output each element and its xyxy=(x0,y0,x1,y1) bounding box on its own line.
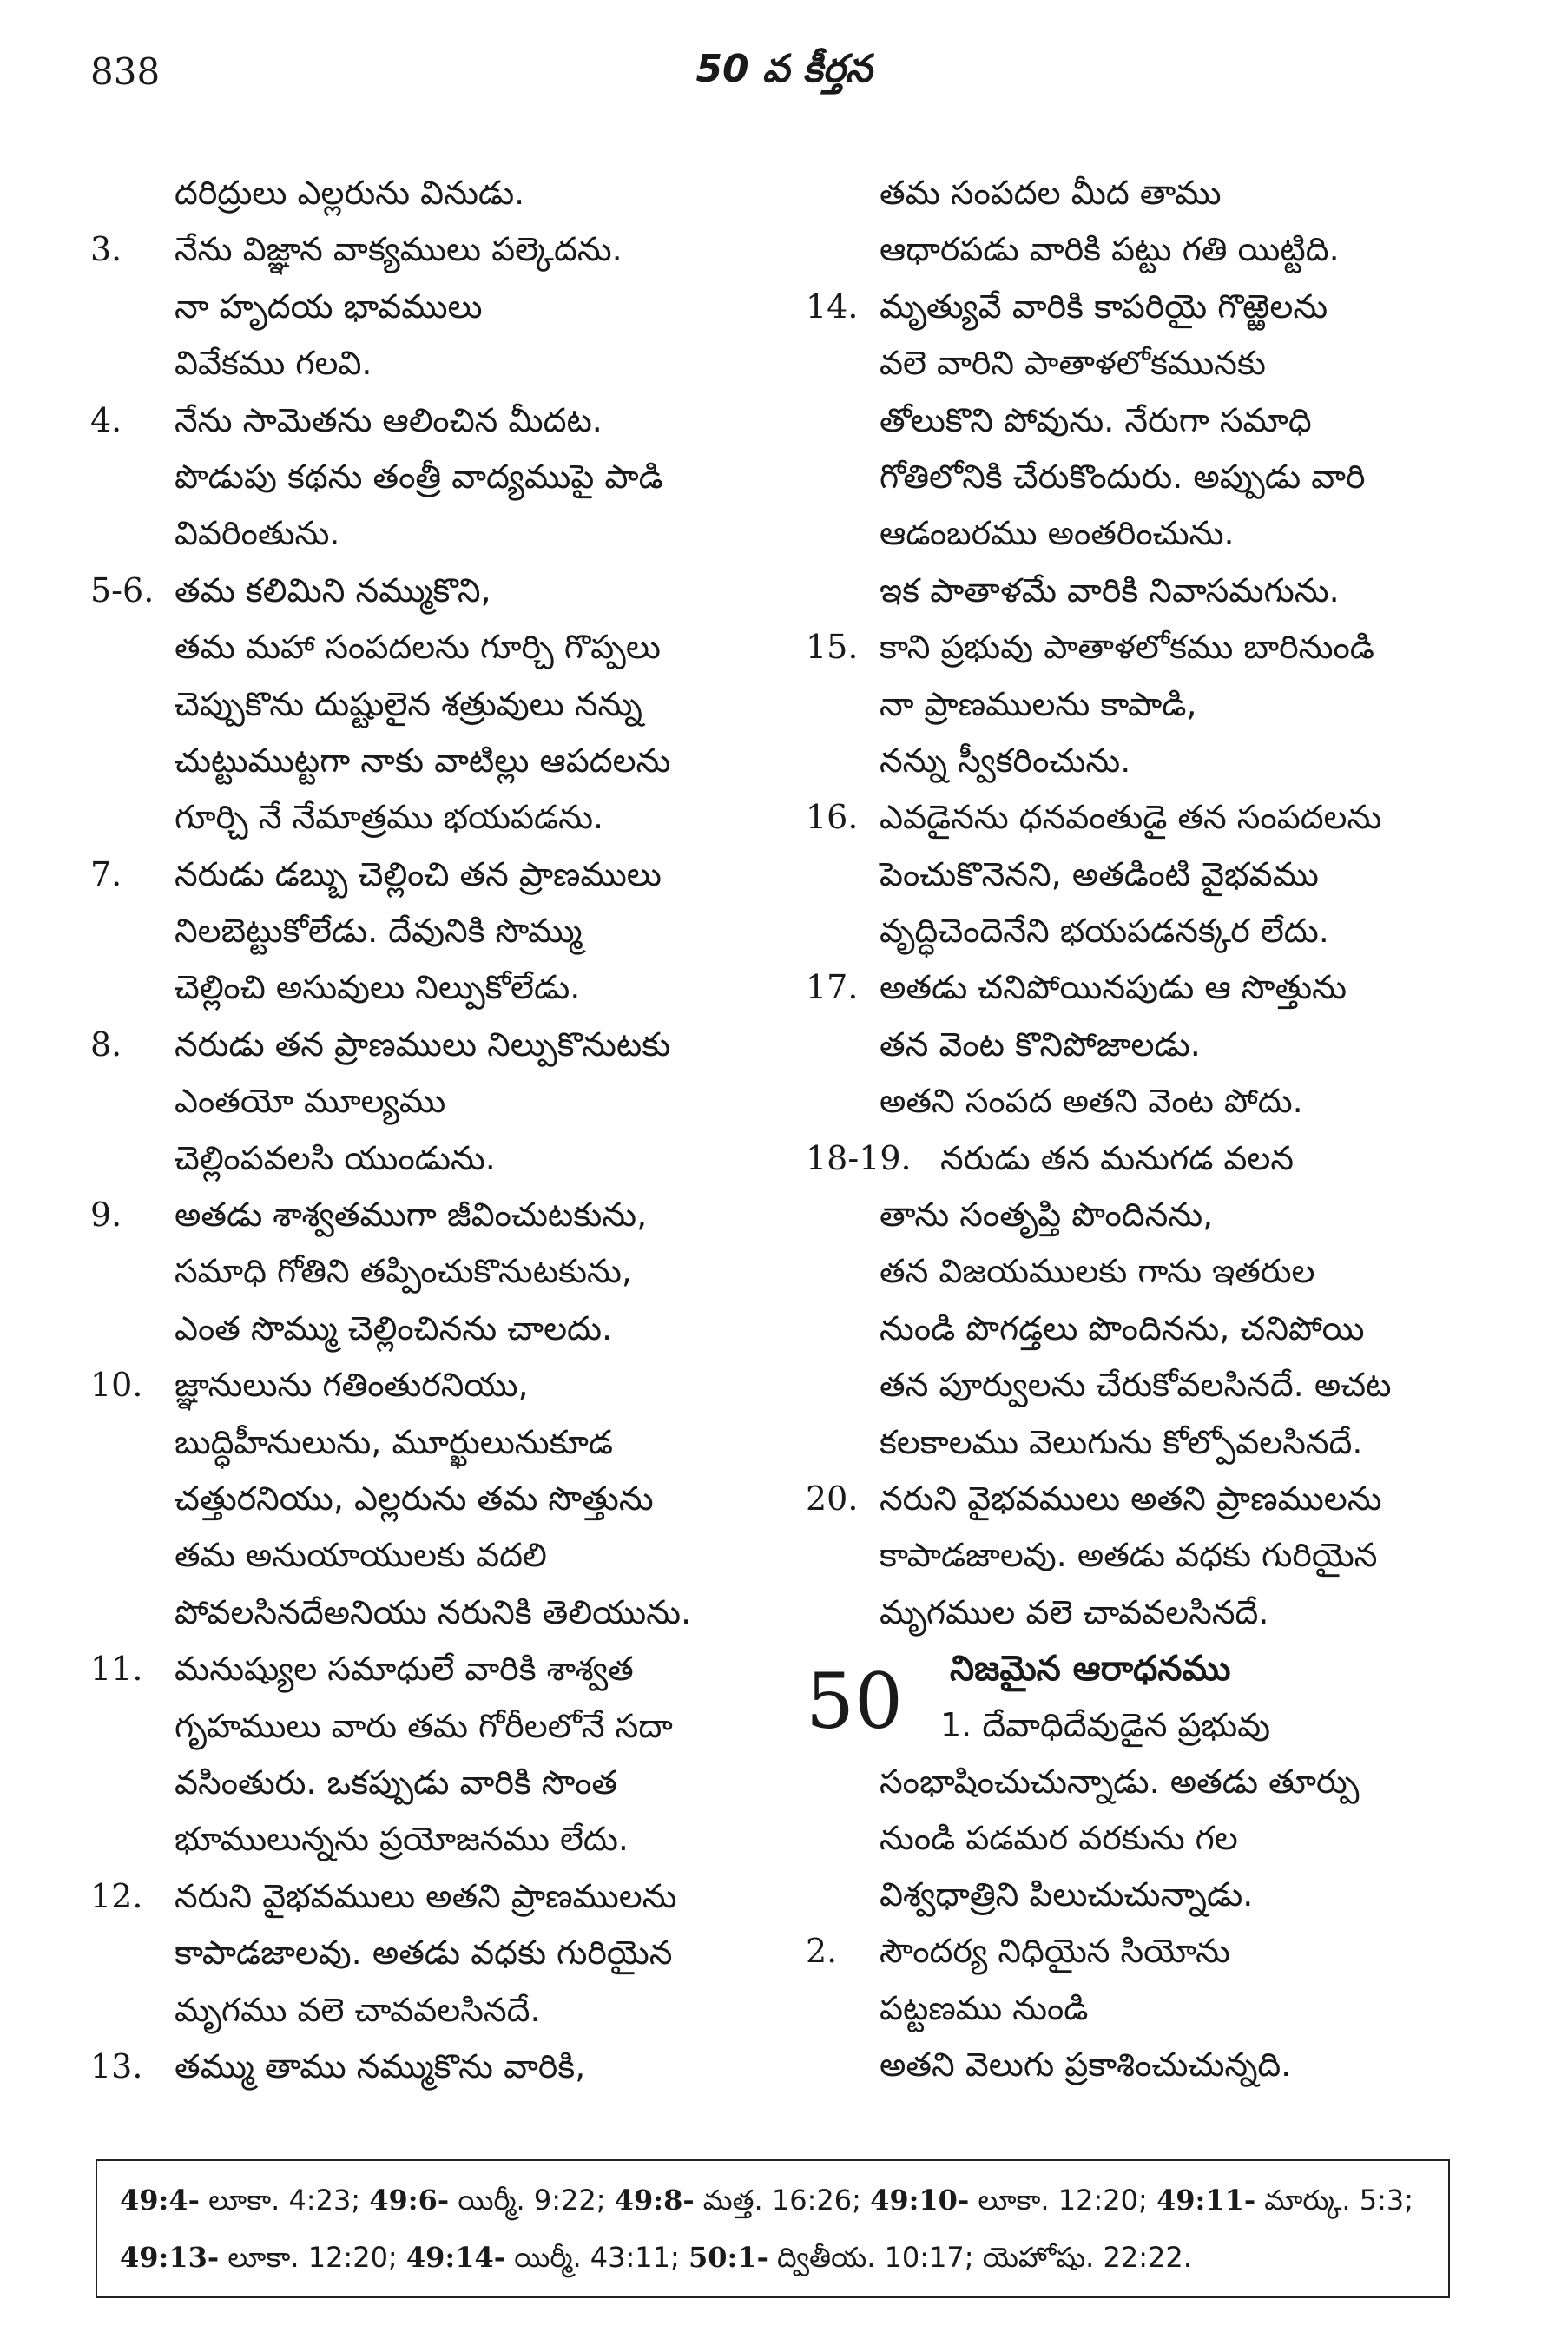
verse-line xyxy=(90,449,759,505)
verse-text: తన వెంట కొనిపోజాలడు. xyxy=(880,1024,1201,1064)
verse-line xyxy=(90,1414,759,1471)
verse-line xyxy=(90,221,759,278)
verse-line xyxy=(90,165,759,221)
verse-line xyxy=(806,619,1466,675)
verse-text: ఆడంబరము అంతరించును. xyxy=(880,514,1235,553)
verse-text: కాపాడజాలవు. అతడు వధకు గురియైన xyxy=(175,1934,673,1973)
verse-line xyxy=(806,335,1466,392)
verse-line xyxy=(90,1527,759,1584)
verse-line xyxy=(90,279,759,335)
verse-text: మృగముల వలె చావవలసినదే. xyxy=(880,1592,1269,1631)
verse-line xyxy=(806,789,1466,846)
verse-text: పట్టణము నుండి xyxy=(880,1988,1089,2027)
verse-text: నిలబెట్టుకోలేడు. దేవునికి సొమ్ము xyxy=(175,912,583,951)
left-column xyxy=(90,165,759,2095)
footnote-text: యిర్మీ. 9:22; xyxy=(449,2184,615,2217)
verse-text: నరుడు తన ప్రాణములు నిల్పుకొనుటకు xyxy=(175,1024,671,1064)
footnote-text: మత్త. 16:26; xyxy=(694,2184,871,2217)
verse-text: తన పూర్వులను చేరుకోవలసినదే. అచట xyxy=(880,1366,1392,1405)
verse-line: సంభాషించుచున్నాడు. అతడు తూర్పు xyxy=(880,1762,1360,1802)
verse-text: ఎవడైనను ధనవంతుడై తన సంపదలను xyxy=(880,798,1382,837)
psalm-50-verses xyxy=(806,1923,1466,2093)
verse-line xyxy=(806,165,1466,221)
verse-text: ఆధారపడు వారికి పట్టు గతి యిట్టిది. xyxy=(880,230,1340,269)
verse-line xyxy=(806,392,1466,449)
verse-text: నా ప్రాణములను కాపాడి, xyxy=(880,684,1197,723)
verse-number: 13. xyxy=(90,2046,143,2085)
verse-line xyxy=(90,1868,759,1925)
verse-line xyxy=(806,1584,1466,1641)
verse-text: తాను సంతృప్తి పొందినను, xyxy=(880,1196,1214,1235)
verse-text: గృహములు వారు తమ గోరీలలోనే సదా xyxy=(175,1706,673,1745)
verse-line xyxy=(90,1698,759,1755)
verse-text: తన విజయములకు గాను ఇతరుల xyxy=(880,1252,1315,1291)
verse-line xyxy=(806,1187,1466,1243)
footnote-text: ద్వితీయ. 10:17; యెహోషు. 22:22. xyxy=(768,2241,1192,2274)
verse-number: 20. xyxy=(806,1479,859,1518)
verse-line xyxy=(806,1357,1466,1413)
verse-text: చుట్టుముట్టగా నాకు వాటిల్లు ఆపదలను xyxy=(175,741,671,780)
verse-line xyxy=(806,279,1466,335)
verse-text: తమ్ము తాము నమ్ముకొను వారికి, xyxy=(175,2046,586,2085)
verse-text: బుద్ధిహీనులును, మూర్ఖులునుకూడ xyxy=(175,1422,613,1461)
verse-text: వృద్ధిచెందెనేని భయపడనక్కర లేదు. xyxy=(880,912,1329,951)
right-column xyxy=(806,165,1466,2093)
verse-text: తమ అనుయాయులకు వదలి xyxy=(175,1536,547,1575)
page-number: 838 xyxy=(90,50,161,93)
verse-text: భూములున్నను ప్రయోజనము లేదు. xyxy=(175,1820,629,1859)
footnote-ref: 49:4- xyxy=(120,2184,200,2217)
right-column-verses xyxy=(806,165,1466,1641)
verse-number: 17. xyxy=(806,968,859,1007)
verse-line xyxy=(90,1811,759,1868)
verse-text: దరిద్రులు ఎల్లరును వినుడు. xyxy=(175,174,525,212)
verse-line xyxy=(90,959,759,1016)
footnote-text: లూకా. 12:20; xyxy=(219,2241,406,2274)
verse-text: అతడు శాశ్వతముగా జీవించుటకును, xyxy=(175,1196,648,1235)
verse-text: తమ కలిమిని నమ్ముకొని, xyxy=(175,570,491,609)
verse-line xyxy=(90,1584,759,1641)
verse-line xyxy=(90,1925,759,1981)
verse-text: సౌందర్య నిధియైన సియోను xyxy=(880,1932,1230,1971)
verse-line xyxy=(806,733,1466,789)
verse-number: 12. xyxy=(90,1876,143,1915)
verse-number: 5-6. xyxy=(90,570,155,609)
verse-line xyxy=(90,1301,759,1357)
verse-line xyxy=(90,789,759,846)
verse-number: 9. xyxy=(90,1196,122,1235)
verse-line xyxy=(806,1923,1466,1980)
verse-text: నరుడు తన మనుగడ వలన xyxy=(940,1138,1295,1177)
verse-line xyxy=(90,1243,759,1300)
verse-text: గోతిలోనికి చేరుకొందురు. అప్పుడు వారి xyxy=(880,457,1366,496)
verse-text: నరుని వైభవములు అతని ప్రాణములను xyxy=(880,1479,1382,1518)
section-heading: నిజమైన ఆరాధనము xyxy=(950,1649,1231,1690)
verse-line xyxy=(90,1073,759,1130)
verse-line xyxy=(90,1130,759,1187)
verse-text: గూర్చి నే నేమాత్రము భయపడను. xyxy=(175,798,604,837)
verse-text: ఇక పాతాళమే వారికి నివాసమగును. xyxy=(880,570,1340,609)
verse-text: వివేకము గలవి. xyxy=(175,344,372,383)
verse-line xyxy=(806,221,1466,278)
verse-line xyxy=(90,1641,759,1697)
verse-text: తమ మహా సంపదలను గూర్చి గొప్పలు xyxy=(175,628,661,667)
verse-text: నేను విజ్ఞాన వాక్యములు పల్కెదను. xyxy=(175,230,623,269)
verse-text: సమాధి గోతిని తప్పించుకొనుటకును, xyxy=(175,1252,632,1291)
verse-text: పొడుపు కథను తంత్రీ వాద్యముపై పాడి xyxy=(175,457,663,496)
verse-line: 1. దేవాధిదేవుడైన ప్రభువు xyxy=(940,1706,1271,1745)
verse-text: నేను సామెతను ఆలించిన మీదట. xyxy=(175,400,603,439)
verse-line xyxy=(90,619,759,675)
verse-text: పెంచుకొనెనని, అతడింటి వైభవము xyxy=(880,854,1319,893)
footnote-ref: 49:11- xyxy=(1156,2184,1256,2217)
verse-text: చత్తురనియు, ఎల్లరును తమ సొత్తును xyxy=(175,1479,654,1518)
verse-text: వలె వారిని పాతాళలోకమునకు xyxy=(880,344,1266,383)
verse-number: 3. xyxy=(90,230,122,269)
verse-text: పోవలసినదేఅనియు నరునికి తెలియును. xyxy=(175,1592,692,1631)
footnote-ref: 50:1- xyxy=(688,2241,768,2274)
verse-line xyxy=(806,2037,1466,2093)
verse-line xyxy=(806,1073,1466,1130)
footnote-box xyxy=(96,2159,1450,2298)
verse-text: నన్ను స్వీకరించును. xyxy=(880,741,1131,780)
verse-text: నుండి పొగడ్తలు పొందినను, చనిపోయి xyxy=(880,1308,1365,1347)
verse-line xyxy=(806,676,1466,733)
verse-text: చెప్పుకొను దుష్టులైన శత్రువులు నన్ను xyxy=(175,684,642,723)
verse-line xyxy=(90,1982,759,2039)
verse-line xyxy=(806,505,1466,562)
verse-line xyxy=(90,2039,759,2095)
verse-text: ఎంత సొమ్ము చెల్లించినను చాలదు. xyxy=(175,1308,613,1347)
verse-line xyxy=(90,563,759,619)
footnote-text: లూకా. 4:23; xyxy=(199,2184,370,2217)
footnote-ref: 49:13- xyxy=(120,2241,220,2274)
verse-text: జ్ఞానులును గతింతురనియు, xyxy=(175,1366,529,1405)
verse-text: నరుని వైభవములు అతని ప్రాణములను xyxy=(175,1876,677,1915)
verse-text: అతడు చనిపోయినపుడు ఆ సొత్తును xyxy=(880,968,1347,1007)
verse-text: అతని వెలుగు ప్రకాశించుచున్నది. xyxy=(880,2045,1292,2084)
verse-line: నుండి పడమర వరకును గల xyxy=(880,1819,1238,1858)
verse-number: 14. xyxy=(806,287,859,326)
verse-text: ఎంతయో మూల్యము xyxy=(175,1082,446,1121)
footnote-text: లూకా. 12:20; xyxy=(969,2184,1156,2217)
verse-line: విశ్వధాత్రిని పిలుచుచున్నాడు. xyxy=(880,1875,1254,1914)
verse-line xyxy=(806,563,1466,619)
verse-line xyxy=(90,392,759,449)
verse-number: 11. xyxy=(90,1650,143,1689)
verse-text: నరుడు డబ్బు చెల్లించి తన ప్రాణములు xyxy=(175,854,662,893)
verse-line xyxy=(90,335,759,392)
verse-text: నా హృదయ భావములు xyxy=(175,287,483,326)
verse-line xyxy=(90,1187,759,1243)
verse-line xyxy=(806,449,1466,505)
verse-text: వివరింతును. xyxy=(175,514,340,553)
verse-line xyxy=(90,1017,759,1073)
verse-line xyxy=(90,1471,759,1527)
verse-number: 7. xyxy=(90,854,122,893)
verse-text: తమ సంపదల మీద తాము xyxy=(880,174,1222,212)
verse-line xyxy=(90,733,759,789)
verse-line xyxy=(806,1414,1466,1471)
verse-line xyxy=(806,1980,1466,2037)
verse-line xyxy=(90,1755,759,1811)
verse-text: మృగము వలె చావవలసినదే. xyxy=(175,1990,541,2029)
verse-line xyxy=(90,676,759,733)
verse-line xyxy=(806,847,1466,903)
footnote-ref: 49:6- xyxy=(369,2184,450,2217)
footnote-ref: 49:10- xyxy=(870,2184,970,2217)
verse-line xyxy=(90,847,759,903)
verse-number: 2. xyxy=(806,1932,838,1971)
verse-line xyxy=(806,1243,1466,1300)
verse-number: 15. xyxy=(806,628,859,667)
footnote-text: మార్కు. 5:3; xyxy=(1255,2184,1414,2217)
footnote-ref: 49:14- xyxy=(405,2241,506,2274)
page-title: 50 వ కీర్తన xyxy=(695,47,873,91)
verse-text: చెల్లించి అసువులు నిల్పుకోలేడు. xyxy=(175,968,581,1007)
verse-number: 10. xyxy=(90,1366,143,1405)
verse-number: 8. xyxy=(90,1024,122,1064)
verse-text: కలకాలము వెలుగును కోల్పోవలసినదే. xyxy=(880,1422,1363,1461)
verse-line xyxy=(806,959,1466,1016)
verse-number: 4. xyxy=(90,400,122,439)
verse-text: వసింతురు. ఒకప్పుడు వారికి సొంత xyxy=(175,1762,617,1802)
verse-line xyxy=(806,1471,1466,1527)
footnote-text: యిర్మీ. 43:11; xyxy=(505,2241,688,2274)
verse-text: కాపాడజాలవు. అతడు వధకు గురియైన xyxy=(880,1536,1378,1575)
verse-text: తోలుకొని పోవును. నేరుగా సమాధి xyxy=(880,400,1312,439)
verse-text: మృత్యువే వారికి కాపరియై గొఱ్ఱెలను xyxy=(880,287,1328,326)
verse-line xyxy=(90,1357,759,1413)
verse-number: 18-19. xyxy=(806,1138,912,1177)
verse-text: అతని సంపద అతని వెంట పోదు. xyxy=(880,1082,1303,1121)
verse-line xyxy=(806,1130,1466,1187)
verse-line xyxy=(90,903,759,959)
verse-line xyxy=(806,903,1466,959)
verse-line xyxy=(806,1301,1466,1357)
psalm-number: 50 xyxy=(806,1657,903,1747)
verse-text: మనుష్యుల సమాధులే వారికి శాశ్వత xyxy=(175,1650,634,1689)
footnote-ref: 49:8- xyxy=(614,2184,695,2217)
psalm-50-heading-block xyxy=(806,1641,1466,1923)
verse-text: కాని ప్రభువు పాతాళలోకము బారినుండి xyxy=(880,628,1374,667)
verse-line xyxy=(90,505,759,562)
verse-line xyxy=(806,1017,1466,1073)
verse-text: చెల్లింపవలసి యుండును. xyxy=(175,1138,496,1177)
verse-number: 16. xyxy=(806,798,859,837)
verse-line xyxy=(806,1527,1466,1584)
